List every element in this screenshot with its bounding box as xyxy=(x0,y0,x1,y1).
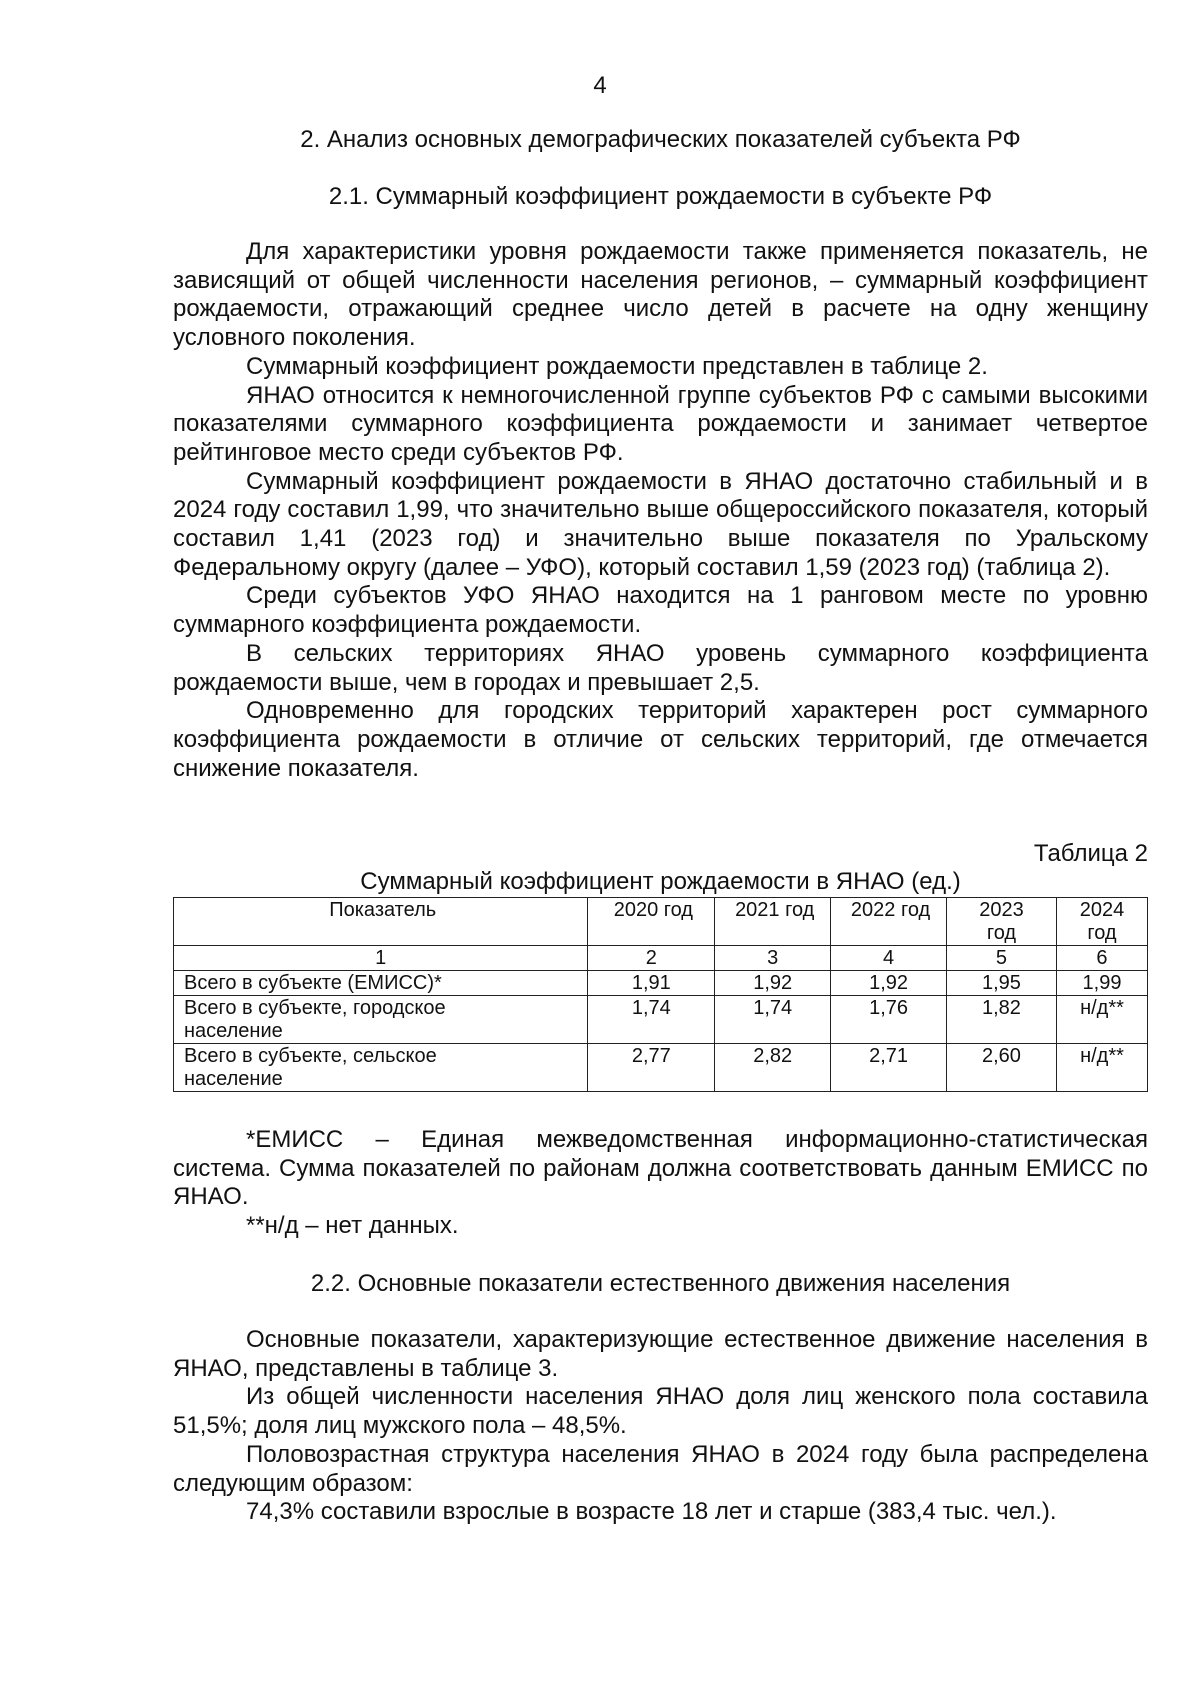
table-column-numbers-row xyxy=(174,946,1148,971)
fertility-table xyxy=(173,897,1148,1092)
footnote: *ЕМИСС – Единая межведомственная информационно-статистическая система. Сумма показателей по районам должна соответствовать данным ЕМИСС по ЯНАО. xyxy=(173,1126,1148,1211)
table-row-label: Всего в субъекте (ЕМИСС)* xyxy=(174,971,588,996)
table-cell: 2,82 xyxy=(715,1044,831,1092)
table-header-cell: 2023 год xyxy=(946,898,1056,946)
table-header-cell: 2022 год xyxy=(831,898,947,946)
table-cell: 1,82 xyxy=(946,996,1056,1044)
table-cell: н/д** xyxy=(1056,1044,1147,1092)
paragraph: Основные показатели, характеризующие естественное движение населения в ЯНАО, представлены в таблице 3. xyxy=(173,1326,1148,1382)
table-row xyxy=(174,1044,1148,1092)
paragraph: Суммарный коэффициент рождаемости в ЯНАО достаточно стабильный и в 2024 году составил 1,99, что значительно выше общероссийского показателя, который составил 1,41 (2023 год) и значительно выше показателя по Уральскому Федеральному округу (далее – УФО), который составил 1,59 (2023 год) (таблица 2). xyxy=(173,467,1148,581)
table-header-cell: 2020 год xyxy=(588,898,715,946)
table-header-cell: 2024 год xyxy=(1056,898,1147,946)
table-cell: 1,99 xyxy=(1056,971,1147,996)
table-header-cell: 2021 год xyxy=(715,898,831,946)
table-cell: 1,76 xyxy=(831,996,947,1044)
table-title: Суммарный коэффициент рождаемости в ЯНАО (ед.) xyxy=(360,868,961,895)
table-cell: 2,71 xyxy=(831,1044,947,1092)
table-row xyxy=(174,996,1148,1044)
paragraph: В сельских территориях ЯНАО уровень суммарного коэффициента рождаемости выше, чем в городах и превышает 2,5. xyxy=(173,639,1148,696)
table-header-cell: Показатель xyxy=(174,898,588,946)
table-cell: 3 xyxy=(715,946,831,971)
footnote: **н/д – нет данных. xyxy=(246,1212,459,1240)
paragraph: Из общей численности населения ЯНАО доля лиц женского пола составила 51,5%; доля лиц мужского пола – 48,5%. xyxy=(173,1383,1148,1440)
table-cell: 1,92 xyxy=(831,971,947,996)
paragraph: Для характеристики уровня рождаемости также применяется показатель, не зависящий от общей численности населения регионов, – суммарный коэффициент рождаемости, отражающий среднее число детей в расчете на одну женщину условного поколения. xyxy=(173,238,1148,352)
paragraph: 74,3% составили взрослые в возрасте 18 лет и старше (383,4 тыс. чел.). xyxy=(246,1498,1057,1526)
subsection-heading-2-1: 2.1. Суммарный коэффициент рождаемости в субъекте РФ xyxy=(328,183,993,210)
table-row-label: Всего в субъекте, городское население xyxy=(174,996,588,1044)
table-label: Таблица 2 xyxy=(1033,840,1148,867)
table-cell: 2 xyxy=(588,946,715,971)
table-cell: н/д** xyxy=(1056,996,1147,1044)
table-cell: 2,60 xyxy=(946,1044,1056,1092)
paragraph: Одновременно для городских территорий характерен рост суммарного коэффициента рождаемости в отличие от сельских территорий, где отмечается снижение показателя. xyxy=(173,697,1148,782)
table-cell: 1,74 xyxy=(588,996,715,1044)
paragraph: Среди субъектов УФО ЯНАО находится на 1 ранговом месте по уровню суммарного коэффициента рождаемости. xyxy=(173,582,1148,639)
page-number: 4 xyxy=(593,72,607,99)
table-cell: 2,77 xyxy=(588,1044,715,1092)
table-cell: 1,91 xyxy=(588,971,715,996)
subsection-2-1-body xyxy=(173,238,1148,783)
paragraph: Половозрастная структура населения ЯНАО в 2024 году была распределена следующим образом: xyxy=(173,1440,1148,1497)
table-cell: 1,74 xyxy=(715,996,831,1044)
table-header-row xyxy=(174,898,1148,946)
table-row xyxy=(174,971,1148,996)
table-cell: 1 xyxy=(174,946,588,971)
table-cell: 5 xyxy=(946,946,1056,971)
paragraph: ЯНАО относится к немногочисленной группе субъектов РФ с самыми высокими показателями суммарного коэффициента рождаемости и занимает четвертое рейтинговое место среди субъектов РФ. xyxy=(173,381,1148,466)
table-cell: 1,92 xyxy=(715,971,831,996)
subsection-2-2-body xyxy=(173,1326,1148,1527)
section-heading: 2. Анализ основных демографических показателей субъекта РФ xyxy=(300,126,1021,153)
table-cell: 1,95 xyxy=(946,971,1056,996)
table-cell: 4 xyxy=(831,946,947,971)
paragraph: Суммарный коэффициент рождаемости представлен в таблице 2. xyxy=(246,352,988,380)
table-row-label: Всего в субъекте, сельское население xyxy=(174,1044,588,1092)
table-footnotes xyxy=(173,1126,1148,1241)
table-cell: 6 xyxy=(1056,946,1147,971)
subsection-heading-2-2: 2.2. Основные показатели естественного движения населения xyxy=(310,1270,1011,1297)
